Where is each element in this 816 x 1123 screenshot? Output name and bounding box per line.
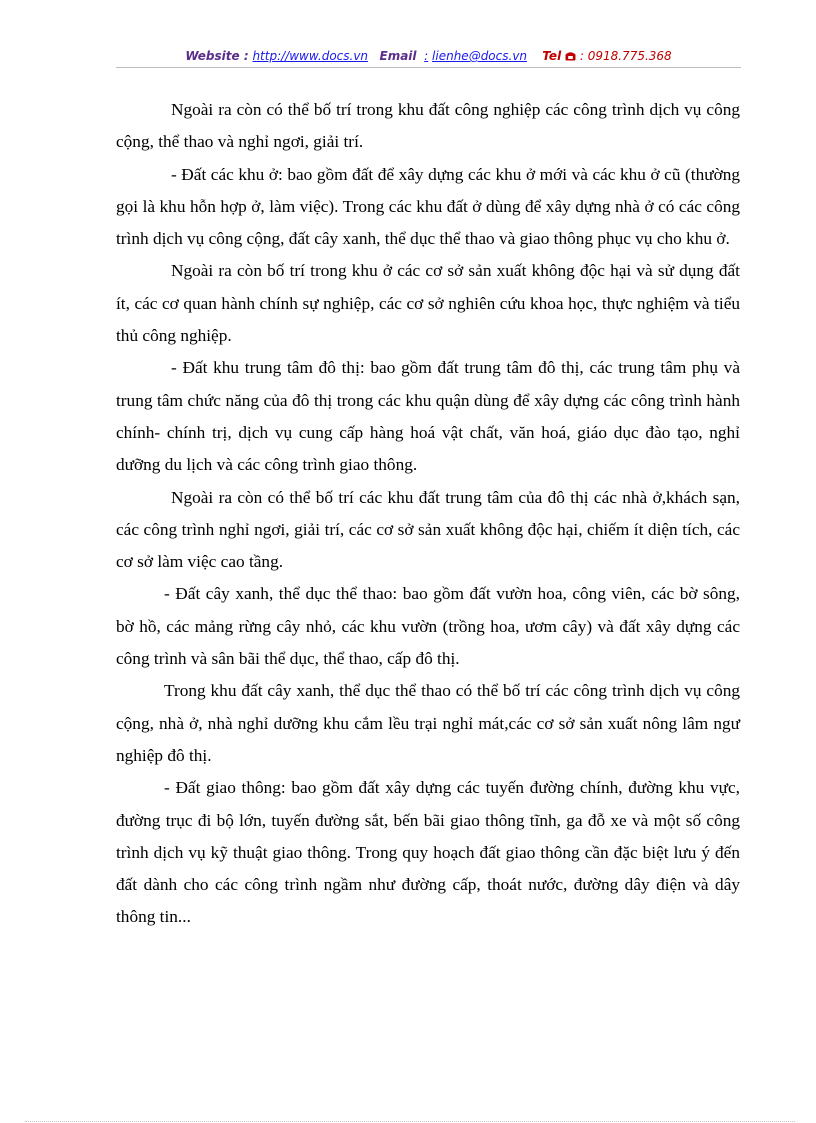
page-header: [116, 47, 741, 65]
website-label: Website :: [185, 49, 249, 63]
phone-icon: [565, 49, 576, 63]
tel-label: Tel: [542, 49, 562, 63]
paragraph: - Đất khu trung tâm đô thị: bao gồm đất trung tâm đô thị, các trung tâm phụ và trung tâm chức năng của đô thị trong các khu quận dùng để xây dựng các công trình hành chính- chính trị, dịch vụ cung cấp hàng hoá vật chất, văn hoá, giáo dục đào tạo, nghỉ dưỡng du lịch và các công trình giao thông.: [116, 358, 740, 475]
page-bottom-border: [25, 1121, 795, 1122]
email-link[interactable]: lienhe@docs.vn: [432, 49, 528, 63]
header-divider: [116, 67, 741, 68]
paragraph: - Đất các khu ở: bao gồm đất để xây dựng các khu ở mới và các khu ở cũ (thường gọi là khu hỗn hợp ở, làm việc). Trong các khu đất ở dùng để xây dựng nhà ở có các công trình dịch vụ công cộng, đất cây xanh, thể dục thể thao và giao thông phục vụ cho khu ở.: [116, 164, 740, 249]
paragraph: Ngoài ra còn bố trí trong khu ở các cơ sở sản xuất không độc hại và sử dụng đất ít, các cơ quan hành chính sự nghiệp, các cơ sở nghiên cứu khoa học, thực nghiệm và tiểu thủ công nghiệp.: [116, 261, 740, 346]
document-body: [116, 94, 740, 934]
tel-number: : 0918.775.368: [579, 49, 672, 63]
paragraph: Ngoài ra còn có thể bố trí trong khu đất công nghiệp các công trình dịch vụ công cộng, thể thao và nghỉ ngơi, giải trí.: [116, 100, 740, 152]
paragraph: - Đất cây xanh, thể dục thể thao: bao gồm đất vườn hoa, công viên, các bờ sông, bờ hồ, các mảng rừng cây nhỏ, các khu vườn (trồng hoa, ươm cây) và đất xây dựng các công trình và sân bãi thể dục, thể thao, cấp đô thị.: [116, 584, 740, 669]
paragraph: - Đất giao thông: bao gồm đất xây dựng các tuyến đường chính, đường khu vực, đường trục đi bộ lớn, tuyến đường sắt, bến bãi giao thông tĩnh, ga đỗ xe và một số công trình dịch vụ kỹ thuật giao thông. Trong quy hoạch đất giao thông cần đặc biệt lưu ý đến đất dành cho các công trình ngầm như đường cấp, thoát nước, đường dây điện và dây thông tin...: [116, 778, 740, 927]
website-link[interactable]: http://www.docs.vn: [252, 49, 369, 63]
paragraph: Ngoài ra còn có thể bố trí các khu đất trung tâm của đô thị các nhà ở,khách sạn, các công trình nghỉ ngơi, giải trí, các cơ sở sản xuất không độc hại, chiếm ít diện tích, các cơ sở làm việc cao tầng.: [116, 487, 740, 572]
email-label: Email: [379, 49, 417, 63]
paragraph: Trong khu đất cây xanh, thể dục thể thao có thể bố trí các công trình dịch vụ công cộng, nhà ở, nhà nghỉ dưỡng khu cắm lều trại nghỉ mát,các cơ sở sản xuất nông lâm ngư nghiệp đô thị.: [116, 681, 740, 765]
email-separator: :: [424, 49, 429, 63]
